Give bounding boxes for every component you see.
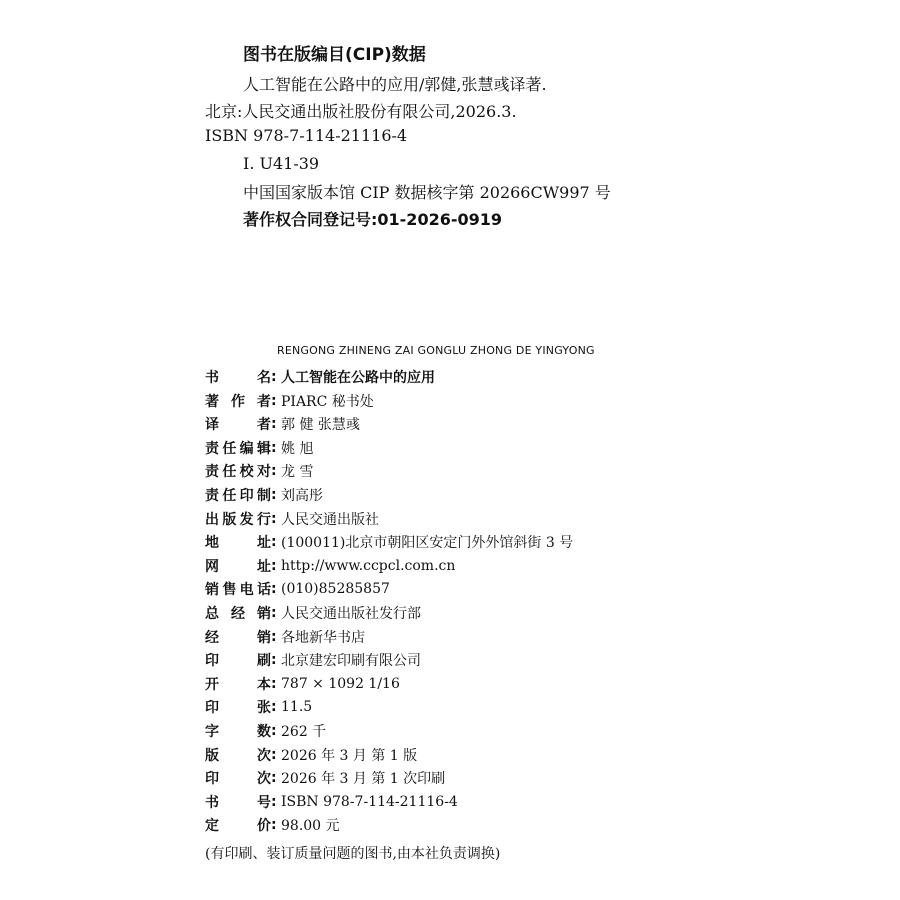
info-value: 北京建宏印刷有限公司 xyxy=(281,653,421,670)
info-row xyxy=(205,578,390,600)
info-colon: : xyxy=(271,605,277,621)
info-value: 刘高彤 xyxy=(281,488,323,504)
info-label: 译者 xyxy=(205,417,271,434)
info-value: http://www.ccpcl.com.cn xyxy=(281,557,456,574)
info-label: 网址 xyxy=(205,558,271,575)
info-value: 2026 年 3 月 第 1 次印刷 xyxy=(281,771,446,788)
cip-isbn-line: ISBN 978-7-114-21116-4 xyxy=(205,126,408,145)
info-row xyxy=(205,484,323,506)
info-label: 定价 xyxy=(205,818,271,835)
info-value: ISBN 978-7-114-21116-4 xyxy=(281,793,458,810)
info-label: 责任编辑 xyxy=(205,440,271,457)
info-label: 开本 xyxy=(205,676,271,693)
info-label: 地址 xyxy=(205,535,271,552)
info-colon: : xyxy=(271,817,277,834)
info-colon: : xyxy=(271,369,277,385)
info-row xyxy=(205,649,421,671)
info-row xyxy=(205,508,379,530)
info-colon: : xyxy=(271,699,277,716)
info-colon: : xyxy=(271,581,277,598)
info-value: 2026 年 3 月 第 1 版 xyxy=(281,747,418,764)
info-row xyxy=(205,555,455,577)
cip-classification-line: Ⅰ. U41-39 xyxy=(243,154,320,173)
info-value: 郭 健 张慧彧 xyxy=(281,417,360,434)
info-value: 98.00 元 xyxy=(281,818,340,835)
cip-title: 图书在版编目(CIP)数据 xyxy=(243,45,426,65)
info-label: 版次 xyxy=(205,747,271,764)
info-value: 262 千 xyxy=(281,724,327,740)
info-value: 787 × 1092 1/16 xyxy=(281,675,400,692)
info-label: 出版发行 xyxy=(205,511,271,528)
info-row xyxy=(205,791,458,813)
info-label: 字数 xyxy=(205,724,271,740)
info-label: 书名 xyxy=(205,370,271,386)
info-row xyxy=(205,531,573,553)
info-row xyxy=(205,673,400,695)
info-row xyxy=(205,413,360,435)
info-colon: : xyxy=(271,793,277,810)
cip-title-line: 人工智能在公路中的应用/郭健,张慧彧译著. xyxy=(243,75,547,94)
info-colon: : xyxy=(271,392,277,409)
info-colon: : xyxy=(271,723,277,739)
info-value: 各地新华书店 xyxy=(281,629,365,646)
info-value: 人工智能在公路中的应用 xyxy=(281,370,435,386)
info-label: 著作者 xyxy=(205,393,271,410)
info-colon: : xyxy=(271,487,277,503)
info-label: 责任校对 xyxy=(205,464,271,481)
info-row xyxy=(205,460,313,482)
info-label: 销售电话 xyxy=(205,582,271,599)
info-colon: : xyxy=(271,416,277,433)
info-row xyxy=(205,814,340,836)
info-colon: : xyxy=(271,628,277,645)
info-colon: : xyxy=(271,675,277,692)
info-value: PIARC 秘书处 xyxy=(281,393,374,410)
info-value: (100011)北京市朝阳区安定门外外馆斜街 3 号 xyxy=(281,535,574,552)
info-label: 经销 xyxy=(205,629,271,646)
copyright-registration-line: 著作权合同登记号:01-2026-0919 xyxy=(243,210,503,229)
info-colon: : xyxy=(271,746,277,763)
info-label: 印张 xyxy=(205,700,271,717)
cip-publisher-line: 北京:人民交通出版社股份有限公司,2026.3. xyxy=(205,102,517,121)
quality-footnote: (有印刷、装订质量问题的图书,由本社负责调换) xyxy=(205,846,501,862)
cip-verification-line: 中国国家版本馆 CIP 数据核字第 20266CW997 号 xyxy=(243,183,611,202)
info-colon: : xyxy=(271,770,277,787)
info-value: 11.5 xyxy=(281,699,313,716)
info-label: 印刷 xyxy=(205,653,271,670)
info-row xyxy=(205,696,312,718)
info-colon: : xyxy=(271,652,277,669)
info-label: 总经销 xyxy=(205,606,271,622)
info-row xyxy=(205,602,421,624)
info-label: 印次 xyxy=(205,771,271,788)
info-value: 人民交通出版社发行部 xyxy=(281,606,421,622)
info-colon: : xyxy=(271,510,277,527)
info-row xyxy=(205,767,445,789)
info-row xyxy=(205,437,313,459)
info-value: (010)85285857 xyxy=(281,581,390,598)
info-value: 姚 旭 xyxy=(281,440,314,457)
info-row xyxy=(205,366,435,388)
info-colon: : xyxy=(271,463,277,480)
info-colon: : xyxy=(271,439,277,456)
info-value: 龙 雪 xyxy=(281,464,314,481)
info-row xyxy=(205,720,326,742)
info-label: 书号 xyxy=(205,794,271,811)
info-row xyxy=(205,390,374,412)
info-label: 责任印制 xyxy=(205,488,271,504)
info-row xyxy=(205,626,365,648)
info-colon: : xyxy=(271,557,277,574)
info-colon: : xyxy=(271,534,277,551)
info-row xyxy=(205,744,417,766)
pinyin-title: RENGONG ZHINENG ZAI GONGLU ZHONG DE YINGYONG xyxy=(277,344,595,357)
info-value: 人民交通出版社 xyxy=(281,511,379,528)
